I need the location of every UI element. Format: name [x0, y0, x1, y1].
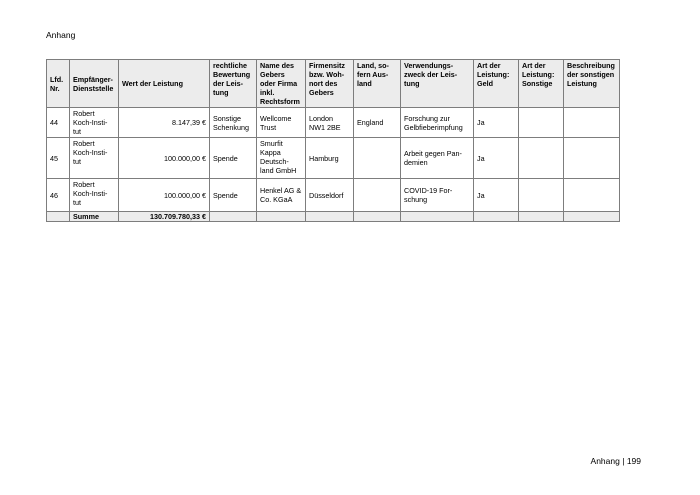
- table-row: [47, 179, 620, 212]
- cell-empty: [519, 212, 564, 222]
- donations-table-container: [46, 59, 619, 222]
- cell-geber: Wellcome Trust: [257, 108, 306, 138]
- header-empfaenger: Empfänger-Dienststelle: [70, 60, 119, 108]
- header-verwendungszweck: Verwendungs-zweck der Leis-tung: [401, 60, 474, 108]
- cell-wert: 100.000,00 €: [119, 179, 210, 212]
- cell-sonstige: [519, 108, 564, 138]
- cell-bewertung: Sonstige Schenkung: [210, 108, 257, 138]
- header-art-geld: Art der Leistung: Geld: [474, 60, 519, 108]
- cell-sitz: Hamburg: [306, 138, 354, 179]
- table-row: [47, 108, 620, 138]
- cell-empty: [564, 212, 620, 222]
- cell-geld: Ja: [474, 179, 519, 212]
- cell-empty: [47, 212, 70, 222]
- header-lfd-nr: Lfd. Nr.: [47, 60, 70, 108]
- header-land: Land, so-fern Aus-land: [354, 60, 401, 108]
- cell-nr: 46: [47, 179, 70, 212]
- cell-beschreibung: [564, 179, 620, 212]
- cell-zweck: Arbeit gegen Pan-demien: [401, 138, 474, 179]
- cell-beschreibung: [564, 138, 620, 179]
- cell-beschreibung: [564, 108, 620, 138]
- cell-empty: [306, 212, 354, 222]
- cell-geber: Henkel AG & Co. KGaA: [257, 179, 306, 212]
- table-row: [47, 138, 620, 179]
- cell-land: England: [354, 108, 401, 138]
- cell-empty: [354, 212, 401, 222]
- cell-empfaenger: Robert Koch-Insti-tut: [70, 108, 119, 138]
- cell-wert: 8.147,39 €: [119, 108, 210, 138]
- cell-empfaenger: Robert Koch-Insti-tut: [70, 138, 119, 179]
- cell-geld: Ja: [474, 138, 519, 179]
- cell-zweck: COVID-19 For-schung: [401, 179, 474, 212]
- footer-separator: |: [622, 456, 625, 466]
- header-geber: Name des Gebers oder Firma inkl. Rechtsform: [257, 60, 306, 108]
- cell-land: [354, 179, 401, 212]
- summary-value: 130.709.780,33 €: [119, 212, 210, 222]
- cell-sitz: Düsseldorf: [306, 179, 354, 212]
- cell-nr: 45: [47, 138, 70, 179]
- page-footer: [591, 456, 641, 466]
- table-header-row: [47, 60, 620, 108]
- cell-bewertung: Spende: [210, 179, 257, 212]
- cell-empty: [210, 212, 257, 222]
- header-section-label: Anhang: [46, 30, 76, 40]
- cell-land: [354, 138, 401, 179]
- page-number: 199: [626, 456, 641, 466]
- cell-geld: Ja: [474, 108, 519, 138]
- cell-zweck: Forschung zur Gelbfieberimpfung: [401, 108, 474, 138]
- cell-empty: [401, 212, 474, 222]
- header-bewertung: rechtliche Bewertung der Leis-tung: [210, 60, 257, 108]
- cell-wert: 100.000,00 €: [119, 138, 210, 179]
- cell-geber: Smurfit Kappa Deutsch-land GmbH: [257, 138, 306, 179]
- header-wert: Wert der Leistung: [119, 60, 210, 108]
- footer-section-label: Anhang: [590, 456, 620, 466]
- summary-label: Summe: [70, 212, 119, 222]
- cell-empty: [474, 212, 519, 222]
- cell-empty: [257, 212, 306, 222]
- cell-sonstige: [519, 179, 564, 212]
- summary-row: [47, 212, 620, 222]
- header-beschreibung: Beschreibung der sonstigen Leistung: [564, 60, 620, 108]
- cell-sitz: London NW1 2BE: [306, 108, 354, 138]
- header-art-sonstige: Art der Leistung: Sonstige: [519, 60, 564, 108]
- cell-sonstige: [519, 138, 564, 179]
- cell-empfaenger: Robert Koch-Insti-tut: [70, 179, 119, 212]
- donations-table: [46, 59, 620, 222]
- header-firmensitz: Firmensitz bzw. Woh-nort des Gebers: [306, 60, 354, 108]
- cell-nr: 44: [47, 108, 70, 138]
- cell-bewertung: Spende: [210, 138, 257, 179]
